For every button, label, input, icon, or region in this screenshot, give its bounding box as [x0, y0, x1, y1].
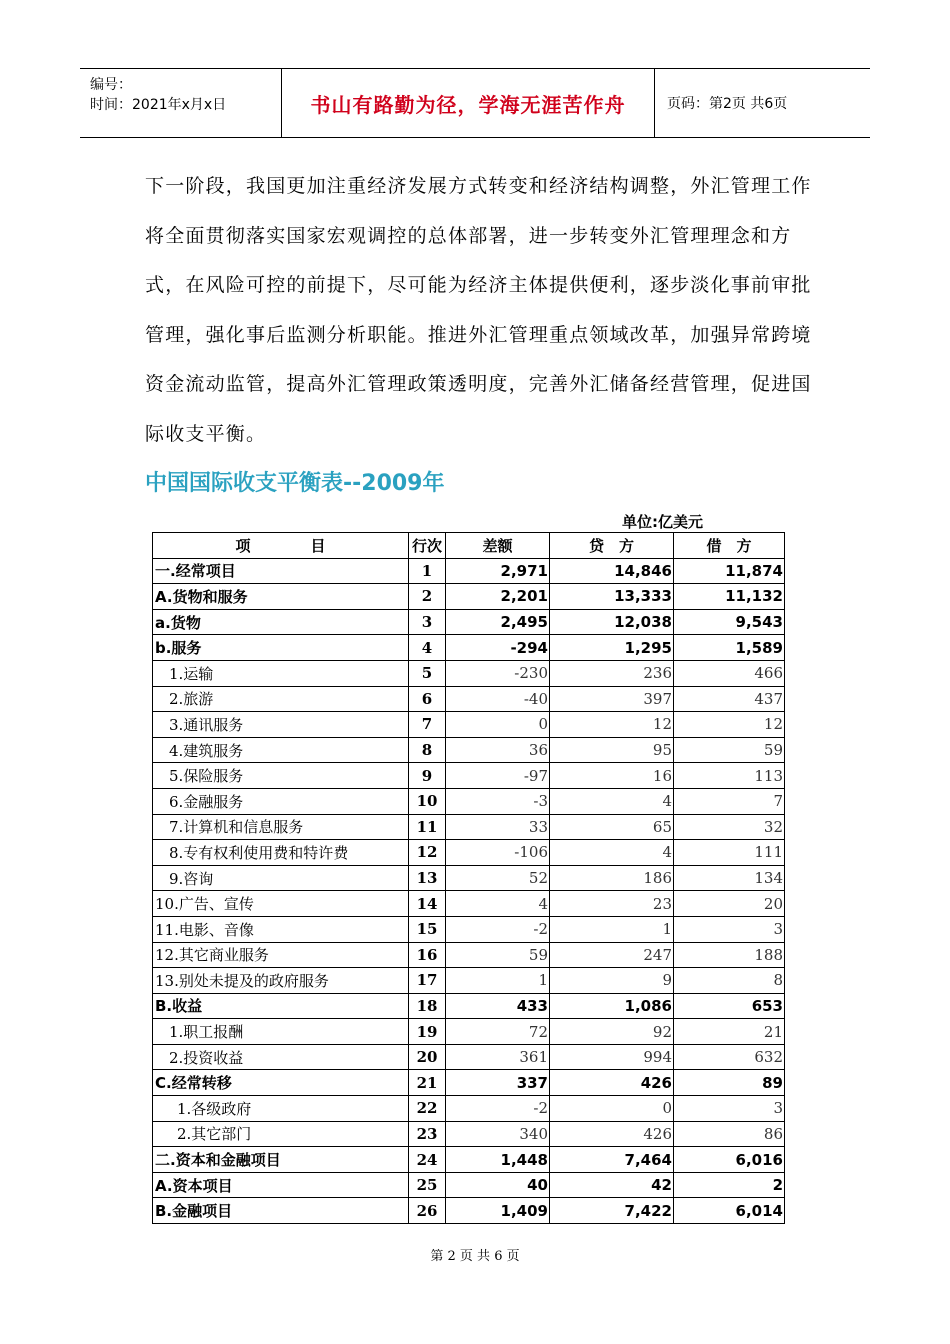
row-difference: 4 [446, 891, 550, 917]
row-credit: 65 [550, 814, 674, 840]
table-row [153, 1121, 785, 1147]
row-debit: 7 [674, 788, 785, 814]
row-difference: -40 [446, 686, 550, 712]
table-row [153, 737, 785, 763]
row-difference: 40 [446, 1172, 550, 1198]
row-number: 26 [409, 1198, 446, 1224]
table-row [153, 609, 785, 635]
row-credit: 7,422 [550, 1198, 674, 1224]
row-number: 3 [409, 609, 446, 635]
row-difference: -106 [446, 840, 550, 866]
row-item-label: 11.电影、音像 [153, 916, 409, 942]
row-item-label: B.收益 [153, 993, 409, 1019]
row-difference: 340 [446, 1121, 550, 1147]
row-credit: 12,038 [550, 609, 674, 635]
row-difference: 1 [446, 968, 550, 994]
row-item-label: 1.运输 [153, 660, 409, 686]
row-number: 18 [409, 993, 446, 1019]
row-difference: 2,495 [446, 609, 550, 635]
column-header-debit: 借 方 [674, 533, 785, 559]
row-item-label: 二.资本和金融项目 [153, 1147, 409, 1173]
row-debit: 59 [674, 737, 785, 763]
table-row [153, 584, 785, 610]
row-item-label: 6.金融服务 [153, 788, 409, 814]
table-row [153, 840, 785, 866]
row-debit: 632 [674, 1044, 785, 1070]
table-row [153, 712, 785, 738]
row-credit: 9 [550, 968, 674, 994]
row-debit: 113 [674, 763, 785, 789]
body-paragraph: 下一阶段，我国更加注重经济发展方式转变和经济结构调整，外汇管理工作将全面贯彻落实国家宏观调控的总体部署，进一步转变外汇管理理念和方式，在风险可控的前提下，尽可能为经济主体提供便利，逐步淡化事前审批管理，强化事后监测分析职能。推进外汇管理重点领域改革，加强异常跨境资金流动监管，提高外汇管理政策透明度，完善外汇储备经营管理，促进国际收支平衡。 [145, 175, 812, 445]
row-credit: 186 [550, 865, 674, 891]
row-debit: 188 [674, 942, 785, 968]
row-credit: 236 [550, 660, 674, 686]
row-number: 24 [409, 1147, 446, 1173]
row-difference: -230 [446, 660, 550, 686]
row-difference: -2 [446, 1096, 550, 1122]
table-row [153, 1147, 785, 1173]
row-credit: 247 [550, 942, 674, 968]
row-debit: 111 [674, 840, 785, 866]
row-number: 6 [409, 686, 446, 712]
document-number-label: 编号： [90, 77, 132, 93]
row-difference: -294 [446, 635, 550, 661]
row-debit: 89 [674, 1070, 785, 1096]
row-difference: 59 [446, 942, 550, 968]
table-body [153, 558, 785, 1223]
row-debit: 11,874 [674, 558, 785, 584]
row-debit: 8 [674, 968, 785, 994]
header-motto: 书山有路勤为径，学海无涯苦作舟 [282, 69, 655, 137]
row-item-label: A.货物和服务 [153, 584, 409, 610]
table-row [153, 993, 785, 1019]
row-difference: 36 [446, 737, 550, 763]
row-number: 17 [409, 968, 446, 994]
row-credit: 426 [550, 1070, 674, 1096]
row-item-label: 10.广告、宣传 [153, 891, 409, 917]
row-item-label: 3.通讯服务 [153, 712, 409, 738]
table-row [153, 891, 785, 917]
row-item-label: 7.计算机和信息服务 [153, 814, 409, 840]
row-difference: 33 [446, 814, 550, 840]
page-header [80, 68, 870, 138]
table-row [153, 814, 785, 840]
row-item-label: A.资本项目 [153, 1172, 409, 1198]
row-debit: 6,014 [674, 1198, 785, 1224]
table-row [153, 1019, 785, 1045]
table-row [153, 1096, 785, 1122]
row-item-label: 2.投资收益 [153, 1044, 409, 1070]
row-credit: 397 [550, 686, 674, 712]
row-item-label: 9.咨询 [153, 865, 409, 891]
row-difference: 1,409 [446, 1198, 550, 1224]
row-credit: 95 [550, 737, 674, 763]
row-item-label: 4.建筑服务 [153, 737, 409, 763]
row-credit: 92 [550, 1019, 674, 1045]
row-item-label: 一.经常项目 [153, 558, 409, 584]
row-debit: 437 [674, 686, 785, 712]
row-number: 15 [409, 916, 446, 942]
row-difference: -3 [446, 788, 550, 814]
row-number: 12 [409, 840, 446, 866]
row-debit: 3 [674, 1096, 785, 1122]
header-page-info: 页码：第2页 共6页 [667, 96, 788, 112]
document-time-label: 时间：2021年x月x日 [90, 97, 227, 113]
row-number: 20 [409, 1044, 446, 1070]
column-header-item: 项 目 [153, 533, 409, 559]
row-debit: 2 [674, 1172, 785, 1198]
table-row [153, 1070, 785, 1096]
row-difference: 337 [446, 1070, 550, 1096]
row-item-label: 13.别处未提及的政府服务 [153, 968, 409, 994]
table-row [153, 1198, 785, 1224]
table-row [153, 968, 785, 994]
row-debit: 11,132 [674, 584, 785, 610]
table-row [153, 1044, 785, 1070]
row-credit: 0 [550, 1096, 674, 1122]
row-difference: 0 [446, 712, 550, 738]
row-debit: 653 [674, 993, 785, 1019]
table-row [153, 788, 785, 814]
row-debit: 1,589 [674, 635, 785, 661]
table-row [153, 916, 785, 942]
row-credit: 1,086 [550, 993, 674, 1019]
column-header-credit: 贷 方 [550, 533, 674, 559]
row-debit: 6,016 [674, 1147, 785, 1173]
row-number: 25 [409, 1172, 446, 1198]
table-row [153, 865, 785, 891]
row-credit: 42 [550, 1172, 674, 1198]
row-credit: 13,333 [550, 584, 674, 610]
row-item-label: 5.保险服务 [153, 763, 409, 789]
row-item-label: 12.其它商业服务 [153, 942, 409, 968]
table-row [153, 635, 785, 661]
row-debit: 86 [674, 1121, 785, 1147]
row-number: 23 [409, 1121, 446, 1147]
row-number: 4 [409, 635, 446, 661]
row-credit: 7,464 [550, 1147, 674, 1173]
row-difference: 1,448 [446, 1147, 550, 1173]
table-row [153, 1172, 785, 1198]
row-credit: 1 [550, 916, 674, 942]
row-item-label: a.货物 [153, 609, 409, 635]
table-row [153, 558, 785, 584]
table-header-row [153, 533, 785, 559]
row-item-label: 2.其它部门 [153, 1121, 409, 1147]
row-number: 8 [409, 737, 446, 763]
row-debit: 12 [674, 712, 785, 738]
row-item-label: 2.旅游 [153, 686, 409, 712]
balance-of-payments-table [152, 532, 785, 1224]
row-credit: 12 [550, 712, 674, 738]
row-debit: 9,543 [674, 609, 785, 635]
row-debit: 21 [674, 1019, 785, 1045]
table-row [153, 686, 785, 712]
table-title: 中国国际收支平衡表--2009年 [145, 471, 445, 496]
row-number: 2 [409, 584, 446, 610]
table-row [153, 660, 785, 686]
row-debit: 20 [674, 891, 785, 917]
table-row [153, 942, 785, 968]
row-number: 21 [409, 1070, 446, 1096]
row-credit: 16 [550, 763, 674, 789]
row-credit: 4 [550, 840, 674, 866]
row-credit: 1,295 [550, 635, 674, 661]
row-number: 13 [409, 865, 446, 891]
row-debit: 3 [674, 916, 785, 942]
row-number: 1 [409, 558, 446, 584]
row-credit: 4 [550, 788, 674, 814]
header-meta [80, 69, 282, 137]
table-unit-label: 单位:亿美元 [622, 513, 703, 531]
row-difference: 361 [446, 1044, 550, 1070]
row-number: 7 [409, 712, 446, 738]
row-item-label: 8.专有权利使用费和特许费 [153, 840, 409, 866]
row-credit: 14,846 [550, 558, 674, 584]
column-header-row-number: 行次 [409, 533, 446, 559]
row-item-label: C.经常转移 [153, 1070, 409, 1096]
row-difference: 52 [446, 865, 550, 891]
page-footer: 第 2 页 共 6 页 [430, 1249, 520, 1264]
row-debit: 32 [674, 814, 785, 840]
row-number: 11 [409, 814, 446, 840]
row-credit: 23 [550, 891, 674, 917]
row-difference: 2,201 [446, 584, 550, 610]
row-credit: 426 [550, 1121, 674, 1147]
row-difference: -2 [446, 916, 550, 942]
row-debit: 466 [674, 660, 785, 686]
row-number: 5 [409, 660, 446, 686]
row-number: 22 [409, 1096, 446, 1122]
row-item-label: 1.各级政府 [153, 1096, 409, 1122]
row-item-label: B.金融项目 [153, 1198, 409, 1224]
row-difference: 72 [446, 1019, 550, 1045]
row-number: 10 [409, 788, 446, 814]
row-difference: 433 [446, 993, 550, 1019]
row-number: 19 [409, 1019, 446, 1045]
row-number: 16 [409, 942, 446, 968]
row-difference: 2,971 [446, 558, 550, 584]
row-debit: 134 [674, 865, 785, 891]
column-header-difference: 差额 [446, 533, 550, 559]
row-number: 14 [409, 891, 446, 917]
row-difference: -97 [446, 763, 550, 789]
row-credit: 994 [550, 1044, 674, 1070]
row-number: 9 [409, 763, 446, 789]
body-paragraph-block [145, 162, 815, 459]
row-item-label: 1.职工报酬 [153, 1019, 409, 1045]
table-row [153, 763, 785, 789]
row-item-label: b.服务 [153, 635, 409, 661]
